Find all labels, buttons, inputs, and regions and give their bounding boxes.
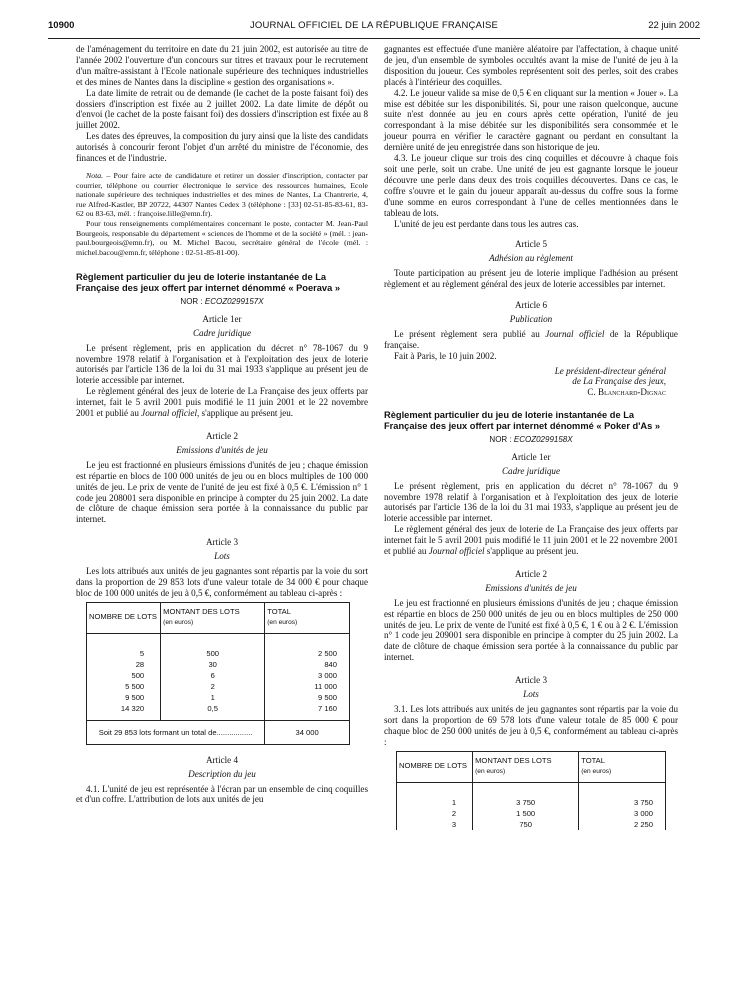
signature-line: de La Française des jeux, [572,376,666,387]
table-row: 3 750 2 250 [397,819,666,830]
article-subheading: Emissions d'unités de jeu [485,582,577,593]
table-row: 9 500 1 9 500 [87,692,350,703]
article-text: Le règlement général des jeux de loterie de La Française des jeux offerts par internet fait le 5 avril 2001 puis modifié le 11 juin 2001 et le 22 novembre 2001 et publié au [384,524,678,557]
table-row: 28 30 840 [87,659,350,670]
intro-paragraph: La date limite de retrait ou de demande (le cachet de la poste faisant foi) des dossiers d'inscription est fixée au 2 juillet 2002. La date limite de dépôt ou d'envoi (le cachet de la poste faisant foi) des dossiers d'inscription est fixée au 8 juillet 2002. [76,87,368,131]
lots-table [86,602,350,745]
journal-title: JOURNAL OFFICIEL DE LA RÉPUBLIQUE FRANÇAISE [249,20,499,31]
article-heading: Article 5 [514,239,548,250]
article-heading: Article 1er [202,313,242,324]
right-column [384,44,678,830]
article-subheading: Publication [509,313,553,324]
table-header: NOMBRE DE LOTS [87,602,161,633]
article-subheading: Lots [214,551,230,562]
intro-paragraph: de l'aménagement du territoire en date du 21 juin 2002, est autorisée au titre de l'année 2002 l'ouverture d'un concours sur titres et travaux pour le recrutement d'un maître-assistant à l'Ecole nationale supérieure des techniques industrielles et des mines de Nantes dans la discipline « gestion des organisations ». [76,44,368,87]
article-paragraph: L'unité de jeu est perdante dans tous les autres cas. [394,218,579,229]
table-row: 1 3 750 3 750 [397,782,666,808]
nota-label: Nota. [86,170,104,180]
article-text: , s'applique au présent jeu. [197,408,294,419]
article-subheading: Emissions d'unités de jeu [176,444,268,455]
article-paragraph: 4.2. Le joueur valide sa mise de 0,5 € en cliquant sur la mention « Jouer ». La mise est débitée sur les disponibilités. Si, pour une raison quelconque, aucune suite n'est donnée au jeu en cours après cette opération, l'unité de jeu correspondant à la mise débitée sur les disponibilités sera consommée et le joueur pourra en vérifier le caractère gagnant ou perdant en consultant la dernière unité de jeu enregistrée dans son historique de jeu. [384,87,678,153]
intro-paragraph: Les dates des épreuves, la composition du jury ainsi que la liste des candidats autorisés à concourir feront l'objet d'un arrêté du ministre de l'économie, des finances et de l'industrie. [76,131,368,164]
left-column [76,44,368,805]
journal-ref: Journal officiel [141,408,197,419]
table-row: 5 500 2 11 000 [87,681,350,692]
article-heading: Article 3 [514,675,548,686]
nor-code: ECOZ0299158X [513,434,573,444]
nor-reference [76,297,368,308]
article-paragraph: Le jeu est fractionné en plusieurs émissions d'unités de jeu ; chaque émission est répartie en blocs de 100 000 unités de jeu ou en blocs multiples de 100 000 unités de jeu. Le prix de vente de l'unité de jeu est fixé à 0,5 €. L'émission n° 1 code jeu 208001 sera disponible en principe à compter du 25 juin 2002. La date de clôture de chaque émission sera portée à la connaissance du public par internet. [76,459,368,525]
article-heading: Article 1er [511,451,551,462]
page-header [48,20,700,36]
table-header: TOTAL (en euros) [265,602,350,633]
nor-label: NOR : [489,434,514,444]
article-heading: Article 2 [514,568,548,579]
article-heading: Article 6 [514,300,548,311]
nor-code: ECOZ0299157X [204,296,264,306]
article-paragraph: 3.1. Les lots attribués aux unités de jeu gagnantes sont répartis par la voie du sort dans la proportion de 69 578 lots d'une valeur totale de 85 000 € pour chaque bloc de 250 000 unités de jeu à 0,5 €, conformément au tableau ci-après : [384,704,678,747]
nor-reference [384,435,678,446]
journal-ref: Journal officiel [428,546,485,557]
nor-label: NOR : [180,296,205,306]
article-subheading: Cadre juridique [192,327,251,338]
article-heading: Article 2 [205,430,239,441]
article-text: Le règlement général des jeux de loterie de La Française des jeux offerts par internet, fait le 5 avril 2001 puis modifié le 11 juin 2001 et le 22 novembre 2001 et publié au [76,386,368,419]
issue-date: 22 juin 2002 [648,20,700,31]
fait-line: Fait à Paris, le 10 juin 2002. [394,350,497,361]
table-row: 2 1 500 3 000 [397,808,666,819]
journal-ref: Journal officiel [545,328,605,339]
article-heading: Article 4 [205,754,239,765]
article-text: Le présent règlement sera publié au [394,328,546,339]
article-text: de la République française. [384,328,678,350]
article-paragraph [76,386,368,419]
table-row: 500 6 3 000 [87,670,350,681]
article-subheading: Cadre juridique [501,465,560,476]
nota-paragraph [76,171,368,219]
table-header: NOMBRE DE LOTS [397,751,473,782]
article-paragraph: 4.1. L'unité de jeu est représentée à l'écran par un ensemble de cinq coquilles et d'un coffre. L'attribution de lots aux unités de jeu [76,783,368,805]
article-heading: Article 3 [205,537,239,548]
rule-title: Règlement particulier du jeu de loterie instantanée de La Française des jeux offert par internet dénommé « Poker d'As » [384,410,661,432]
header-rule [48,38,700,39]
article-subheading: Lots [523,689,539,700]
lots-table [396,751,666,830]
article-paragraph: Les lots attribués aux unités de jeu gagnantes sont répartis par la voie du sort dans la proportion de 29 853 lots d'une valeur totale de 34 000 € pour chaque bloc de 100 000 unités de jeu à 0,5 €, conformément au tableau ci-après : [76,566,368,598]
article-paragraph: Le présent règlement, pris en application du décret n° 78-1067 du 9 novembre 1978 relatif à l'organisation et à l'exploitation des jeux de loterie autorisés par l'article 136 de la loi du 31 mai 1933, s'applique au présent jeu de loterie accessible par internet. [384,480,678,524]
article-subheading: Description du jeu [188,768,256,779]
nota-paragraph: Pour tous renseignements complémentaires concernant le poste, contacter M. Jean-Paul Bourgeois, responsable du département « sciences de l'homme et de la société » (mél. : jean-paul.bourgeois@emn.fr), ou M. Michel Bacou, secrétaire général de l'école (mél. : michel.bacou@emn.fr, téléphone : 02-51-85-81-00). [76,218,368,257]
article-paragraph: Toute participation au présent jeu de loterie implique l'adhésion au présent règlement et au règlement général des jeux de loterie accessibles par internet. [384,268,678,290]
page-number: 10900 [48,20,75,31]
table-header: TOTAL (en euros) [579,751,666,782]
signature-name: C. Blanchard-Dignac [587,387,666,398]
article-paragraph: Le présent règlement, pris en application du décret n° 78-1067 du 9 novembre 1978 relatif à l'organisation et à l'exploitation des jeux de loterie autorisés par l'article 136 de la loi du 31 mai 1933 s'applique au présent jeu de loterie accessible par internet. [76,342,368,386]
nota-text: – Pour faire acte de candidature et retirer un dossier d'inscription, contacter par courrier, téléphone ou courrier électronique le service des ressources humaines, Ecole nationale supérieure des techniques industrielles et des mines de Nantes, La Chantrerie, 4, rue Alfred-Kastler, BP 20722, 44307 Nantes Cedex 3 (téléphone : [33] 02-51-85-83-61, 83-62 ou 83-63, mél. : françoise.lille@emn.fr). [76,170,368,219]
table-row: 5 500 2 500 [87,633,350,659]
article-paragraph: 4.3. Le joueur clique sur trois des cinq coquilles et découvre à chaque fois soit une perle, soit un crabe. Une unité de jeu est gagnante lorsque le joueur découvre une perle dans deux des trois coquilles découvertes. Dans ce cas, le coffre s'ouvre et le gain du joueur apparaît au-dessus du coffre sous la forme d'une somme en euros correspondant à l'une de celles mentionnées dans le tableau de lots. [384,153,678,218]
table-header: MONTANT DES LOTS (en euros) [161,602,265,633]
article-paragraph: Le jeu est fractionné en plusieurs émissions d'unités de jeu ; chaque émission est répartie en blocs de 250 000 unités de jeu ou en blocs multiples de 250 000 unités de jeu. Le prix de vente de l'unité est fixé à 0,5 €, 1 € ou à 2 €. L'émission n° 1 code jeu 209001 sera disponible en principe à compter du 25 juin 2002. La date de clôture de chaque émission sera portée à la connaissance du public par internet. [384,597,678,663]
signature-line: Le président-directeur général [554,365,666,376]
article-paragraph [384,329,678,351]
article-paragraph [384,524,678,557]
rule-title: Règlement particulier du jeu de loterie instantanée de La Française des jeux offert par internet dénommé « Poerava » [76,272,341,294]
article-subheading: Adhésion au règlement [489,253,573,264]
article-text: s'applique au présent jeu. [484,546,579,557]
article-paragraph: gagnantes est effectuée d'une manière aléatoire par l'affectation, à chaque unité de jeu, d'un ensemble de symboles occultés avant la mise de l'unité de jeu à la disposition du joueur. Ces symboles représentent soit des perles, soit des crabes placés à l'intérieur des coquilles. [384,44,678,87]
table-total-row: Soit 29 853 lots formant un total de................. 34 000 [87,720,350,744]
table-header: MONTANT DES LOTS (en euros) [473,751,579,782]
table-row: 14 320 0,5 7 160 [87,703,350,721]
